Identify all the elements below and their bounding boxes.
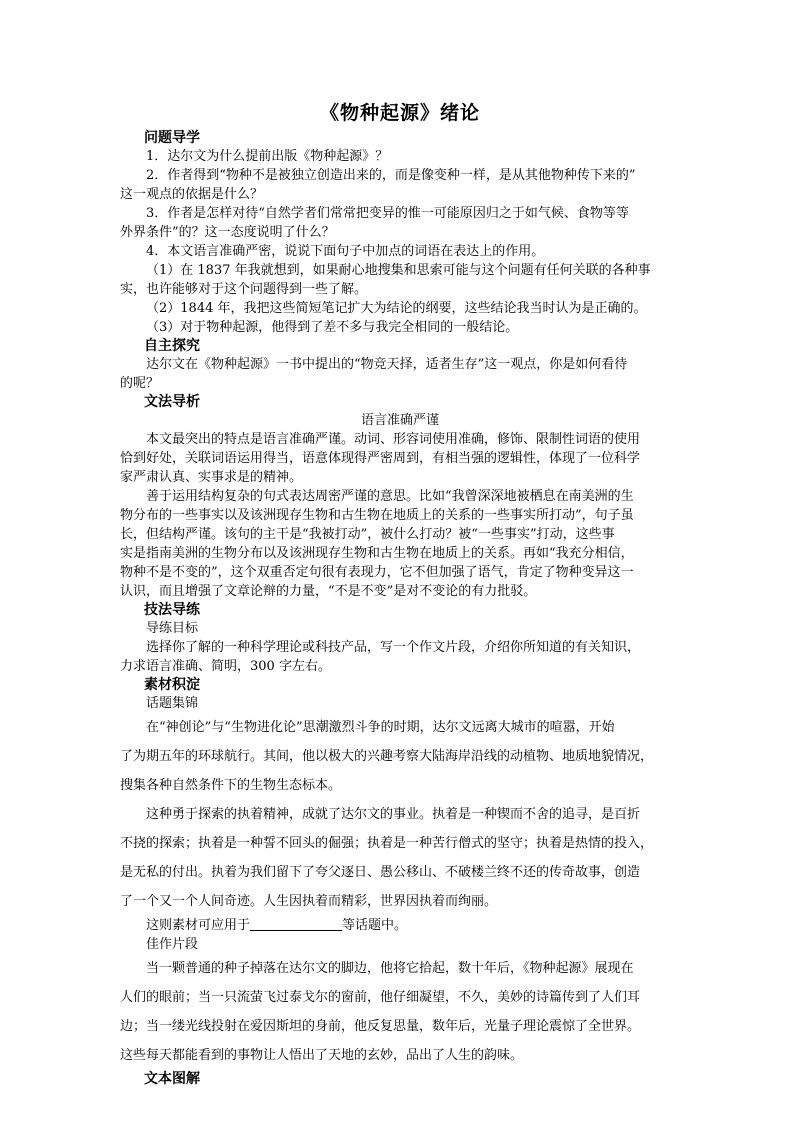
sucai-paragraph-3-line4: 这些每天都能看到的事物让人悟出了天地的玄妙，品出了人生的韵味。 <box>120 1048 524 1063</box>
section-heading-zizhu: 自主探究 <box>144 338 200 354</box>
wenfa-paragraph-2: 善于运用结构复杂的句式表达周密严谨的意思。比如“我曾深深地被栖息在南美洲的生 <box>146 489 634 504</box>
wenfa-paragraph-2-line4: 实是指南美洲的生物分布以及该洲现存生物和古生物在地质上的关系。再如“我充分相信， <box>120 546 634 561</box>
wenfa-paragraph-1-line3: 家严肃认真、实事求是的精神。 <box>120 470 303 485</box>
sucai-paragraph-1: 在“神创论”与“生物进化论”思潮激烈斗争的时期，达尔文远离大城市的喧嚣，开始 <box>146 720 615 735</box>
jifa-paragraph-cont: 力求语言准确、简明，300 字左右。 <box>120 659 331 674</box>
section-heading-wenben: 文本图解 <box>144 1071 200 1087</box>
fill-in-blank[interactable] <box>250 916 342 931</box>
sucai-paragraph-1-line3: 搜集各种自然条件下的生物生态标本。 <box>120 778 342 793</box>
wenfa-subtitle: 语言准确严谨 <box>360 413 439 428</box>
zizhu-paragraph: 达尔文在《物种起源》一书中提出的“物竞天择，适者生存”这一观点，你是如何看待 <box>146 357 628 372</box>
sucai-paragraph-3-line3: 边；当一缕光线投射在爱因斯坦的身前，他反复思量，数年后，光量子理论震惊了全世界。 <box>120 1019 641 1034</box>
sucai-paragraph-3-line2: 人们的眼前；当一只流萤飞过泰戈尔的窗前，他仔细凝望，不久，美妙的诗篇传到了人们耳 <box>120 990 641 1005</box>
zizhu-paragraph-cont: 的呢？ <box>120 376 160 391</box>
wenfa-paragraph-2-line5: 物种不是不变的”，这个双重否定句很有表现力，它不但加强了语气，肯定了物种变异这一 <box>120 565 634 580</box>
section-heading-sucai: 素材积淀 <box>144 677 200 693</box>
page-title: 《物种起源》绪论 <box>319 102 480 124</box>
wenfa-paragraph-2-line2: 物分布的一些事实以及该洲现存生物和古生物在地质上的关系的一些事实所打动”，句子虽 <box>120 508 634 523</box>
question-1: 1．达尔文为什么提前出版《物种起源》？ <box>146 149 389 164</box>
sucai-paragraph-2-line3: 是无私的付出。执着为我们留下了夸父逐日、愚公移山、不破楼兰终不还的传奇故事，创造 <box>120 865 641 880</box>
sentence-1: （1）在 1837 年我就想到，如果耐心地搜集和思索可能与这个问题有任何关联的各种事 <box>146 263 651 278</box>
document-page <box>120 98 680 1088</box>
sucai-subheading-topics: 话题集锦 <box>146 696 199 711</box>
question-2-cont: 这一观点的依据是什么？ <box>120 187 264 202</box>
sentence-1-cont: 实，也许能够对于这个问题得到一些了解。 <box>120 282 368 297</box>
question-2: 2．作者得到“物种不是被独立创造出来的，而是像变种一样，是从其他物种传下来的” <box>146 168 636 183</box>
wenfa-paragraph-2-line3: 长，但结构严谨。该句的主干是“我被打动”，被什么打动？被“一些事实”打动，这些事 <box>120 527 615 542</box>
question-3: 3．作者是怎样对待“自然学者们常常把变异的惟一可能原因归之于如气候、食物等等 <box>146 206 629 221</box>
jifa-paragraph: 选择你了解的一种科学理论或科技产品，写一个作文片段，介绍你所知道的有关知识， <box>146 640 641 655</box>
sentence-2: （2）1844 年，我把这些简短笔记扩大为结论的纲要，这些结论我当时认为是正确的。 <box>146 301 647 316</box>
sucai-paragraph-3: 当一颗普通的种子掉落在达尔文的脚边，他将它拾起，数十年后，《物种起源》展现在 <box>146 961 634 976</box>
sucai-paragraph-1-line2: 了为期五年的环球航行。其间，他以极大的兴趣考察大陆海岸沿线的动植物、地质地貌情况， <box>120 749 654 764</box>
section-heading-jifa: 技法导练 <box>144 602 200 618</box>
sucai-paragraph-2: 这种勇于探索的执着精神，成就了达尔文的事业。执着是一种锲而不舍的追寻，是百折 <box>146 807 641 822</box>
question-4: 4．本文语言准确严密，说说下面句子中加点的词语在表达上的作用。 <box>146 244 545 259</box>
apply-suffix: 等话题中。 <box>342 918 408 933</box>
sucai-apply-line <box>120 916 680 935</box>
apply-prefix: 这则素材可应用于 <box>146 918 251 933</box>
sucai-subheading-excerpt: 佳作片段 <box>146 937 199 952</box>
sucai-paragraph-2-line4: 了一个又一个人间奇迹。人生因执着而精彩，世界因执着而绚丽。 <box>120 894 498 909</box>
section-heading-wenti: 问题导学 <box>144 130 200 146</box>
wenfa-paragraph-2-line6: 认识，而且增强了文章论辩的力量，“不是不变”是对不变论的有力批驳。 <box>120 584 537 599</box>
wenfa-paragraph-1-line2: 恰到好处，关联词语运用得当，语意体现得严密周到，有相当强的逻辑性，体现了一位科学 <box>120 451 641 466</box>
question-3-cont: 外界条件”的？这一态度说明了什么？ <box>120 225 335 240</box>
section-heading-wenfa: 文法导析 <box>144 394 200 410</box>
wenfa-paragraph-1: 本文最突出的特点是语言准确严谨。动词、形容词使用准确，修饰、限制性词语的使用 <box>146 432 641 447</box>
jifa-subheading: 导练目标 <box>146 621 199 636</box>
sentence-3: （3）对于物种起源，他得到了差不多与我完全相同的一般结论。 <box>146 320 519 335</box>
sucai-paragraph-2-line2: 不挠的探索；执着是一种誓不回头的倔强；执着是一种苦行僧式的坚守；执着是热情的投入， <box>120 836 654 851</box>
